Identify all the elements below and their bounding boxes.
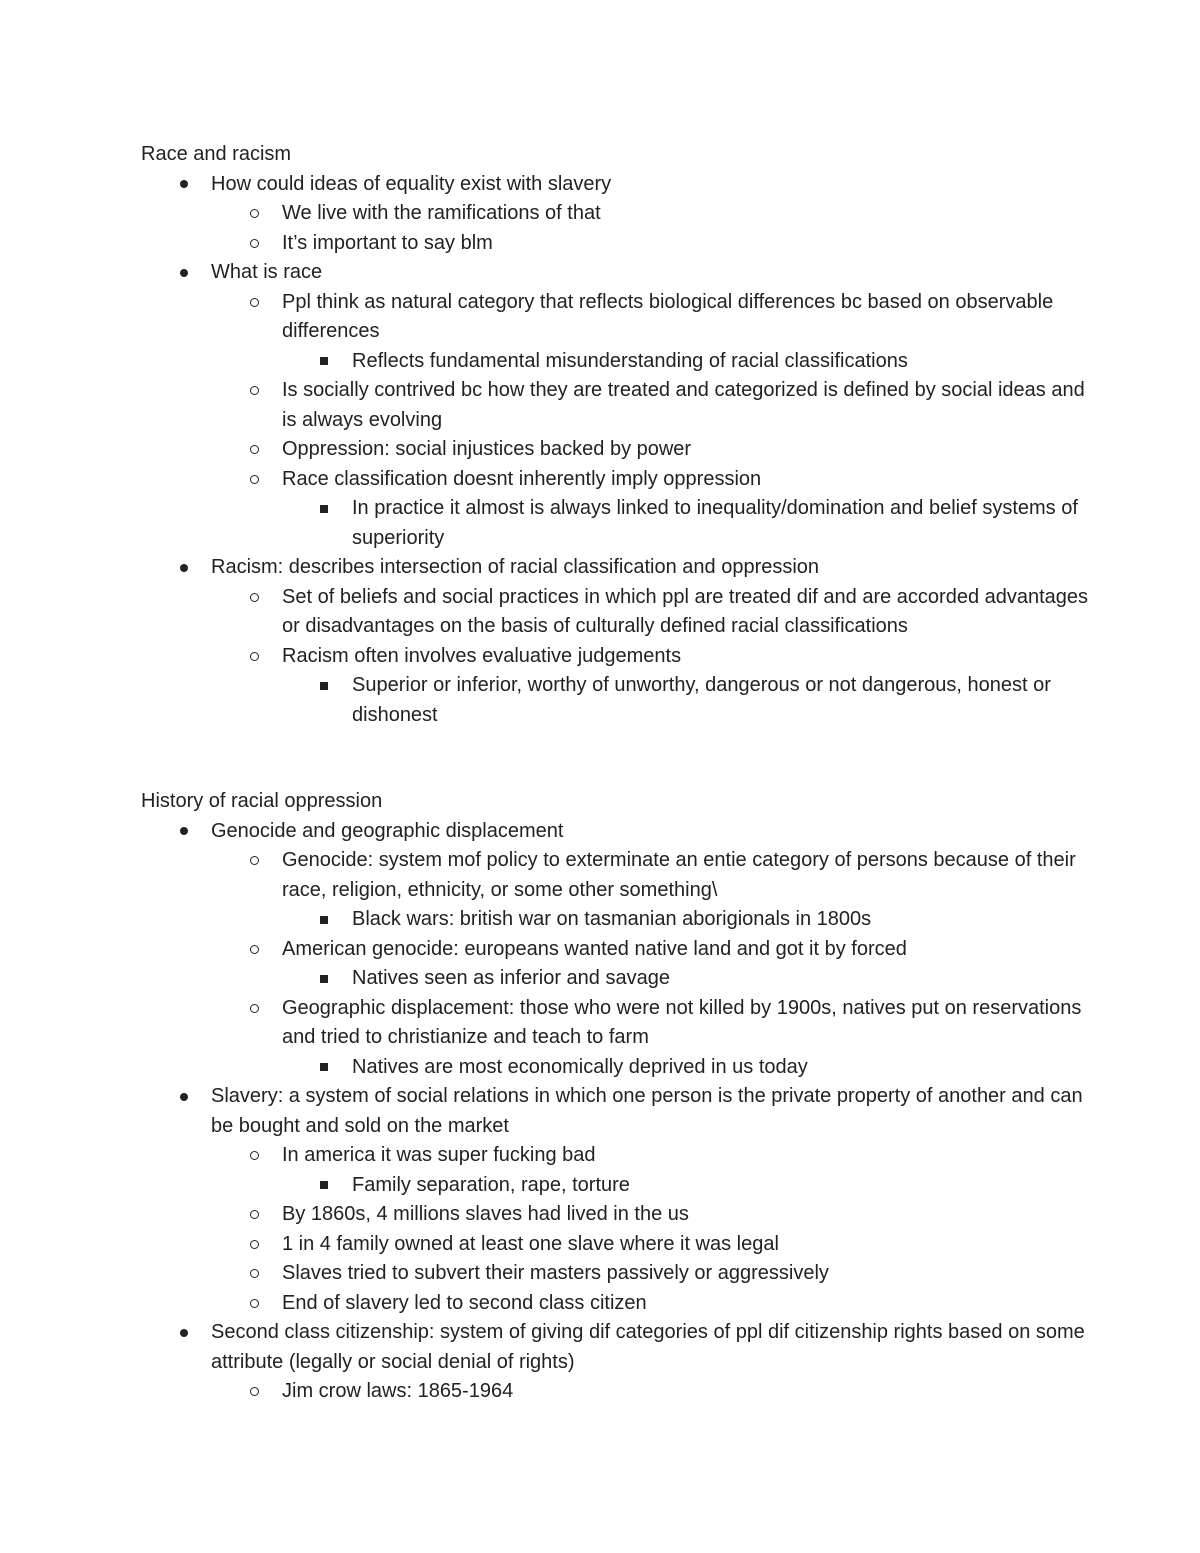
- list-item: 1 in 4 family owned at least one slave where it was legal: [141, 1230, 1101, 1260]
- list-item: Ppl think as natural category that reflects biological differences bc based on observable differences: [141, 288, 1101, 347]
- bullet-circle-icon: [247, 1259, 261, 1289]
- bullet-circle-icon: [247, 435, 261, 465]
- bullet-circle-icon: [247, 288, 261, 318]
- bullet-disc-icon: [177, 553, 191, 583]
- bullet-disc-icon: [177, 1082, 191, 1112]
- bullet-disc-icon: [177, 170, 191, 200]
- list-item: American genocide: europeans wanted native land and got it by forced: [141, 935, 1101, 965]
- bullet-list: [141, 817, 1101, 1407]
- list-item: Race classification doesnt inherently imply oppression: [141, 465, 1101, 495]
- list-item: Is socially contrived bc how they are treated and categorized is defined by social ideas and is always evolving: [141, 376, 1101, 435]
- bullet-list: [141, 170, 1101, 731]
- bullet-disc-icon: [177, 258, 191, 288]
- list-item: Set of beliefs and social practices in which ppl are treated dif and are accorded advantages or disadvantages on the basis of culturally defined racial classifications: [141, 583, 1101, 642]
- list-item: Superior or inferior, worthy of unworthy, dangerous or not dangerous, honest or dishonest: [141, 671, 1101, 730]
- list-item: Genocide and geographic displacement: [141, 817, 1101, 847]
- bullet-disc-icon: [177, 817, 191, 847]
- bullet-circle-icon: [247, 583, 261, 613]
- list-item: How could ideas of equality exist with slavery: [141, 170, 1101, 200]
- bullet-circle-icon: [247, 465, 261, 495]
- bullet-circle-icon: [247, 642, 261, 672]
- list-item: What is race: [141, 258, 1101, 288]
- bullet-square-icon: [317, 905, 331, 935]
- bullet-square-icon: [317, 1171, 331, 1201]
- list-item: Natives are most economically deprived in us today: [141, 1053, 1101, 1083]
- section-heading: Race and racism: [141, 143, 292, 165]
- bullet-disc-icon: [177, 1318, 191, 1348]
- bullet-square-icon: [317, 494, 331, 524]
- bullet-circle-icon: [247, 1230, 261, 1260]
- bullet-square-icon: [317, 347, 331, 377]
- list-item: By 1860s, 4 millions slaves had lived in the us: [141, 1200, 1101, 1230]
- list-item: In practice it almost is always linked to inequality/domination and belief systems of superiority: [141, 494, 1101, 553]
- list-item: Genocide: system mof policy to exterminate an entie category of persons because of their race, religion, ethnicity, or some other something\: [141, 846, 1101, 905]
- list-item: Oppression: social injustices backed by power: [141, 435, 1101, 465]
- bullet-circle-icon: [247, 1200, 261, 1230]
- bullet-square-icon: [317, 671, 331, 701]
- list-item: It’s important to say blm: [141, 229, 1101, 259]
- list-item: In america it was super fucking bad: [141, 1141, 1101, 1171]
- section-history-of-racial-oppression: [141, 787, 1101, 1407]
- bullet-circle-icon: [247, 1289, 261, 1319]
- section-race-and-racism: [141, 140, 1101, 730]
- bullet-circle-icon: [247, 846, 261, 876]
- list-item: Second class citizenship: system of giving dif categories of ppl dif citizenship rights based on some attribute (legally or social denial of rights): [141, 1318, 1101, 1377]
- list-item: Racism often involves evaluative judgements: [141, 642, 1101, 672]
- bullet-circle-icon: [247, 1377, 261, 1407]
- bullet-square-icon: [317, 964, 331, 994]
- list-item: Slavery: a system of social relations in which one person is the private property of another and can be bought and sold on the market: [141, 1082, 1101, 1141]
- list-item: Reflects fundamental misunderstanding of racial classifications: [141, 347, 1101, 377]
- bullet-circle-icon: [247, 1141, 261, 1171]
- section-heading: History of racial oppression: [141, 790, 383, 812]
- list-item: Family separation, rape, torture: [141, 1171, 1101, 1201]
- bullet-circle-icon: [247, 229, 261, 259]
- bullet-square-icon: [317, 1053, 331, 1083]
- list-item: We live with the ramifications of that: [141, 199, 1101, 229]
- list-item: Jim crow laws: 1865-1964: [141, 1377, 1101, 1407]
- list-item: Geographic displacement: those who were not killed by 1900s, natives put on reservations and tried to christianize and teach to farm: [141, 994, 1101, 1053]
- bullet-circle-icon: [247, 199, 261, 229]
- list-item: End of slavery led to second class citizen: [141, 1289, 1101, 1319]
- list-item: Slaves tried to subvert their masters passively or aggressively: [141, 1259, 1101, 1289]
- list-item: Racism: describes intersection of racial classification and oppression: [141, 553, 1101, 583]
- bullet-circle-icon: [247, 376, 261, 406]
- bullet-circle-icon: [247, 935, 261, 965]
- bullet-circle-icon: [247, 994, 261, 1024]
- list-item: Natives seen as inferior and savage: [141, 964, 1101, 994]
- list-item: Black wars: british war on tasmanian aborigionals in 1800s: [141, 905, 1101, 935]
